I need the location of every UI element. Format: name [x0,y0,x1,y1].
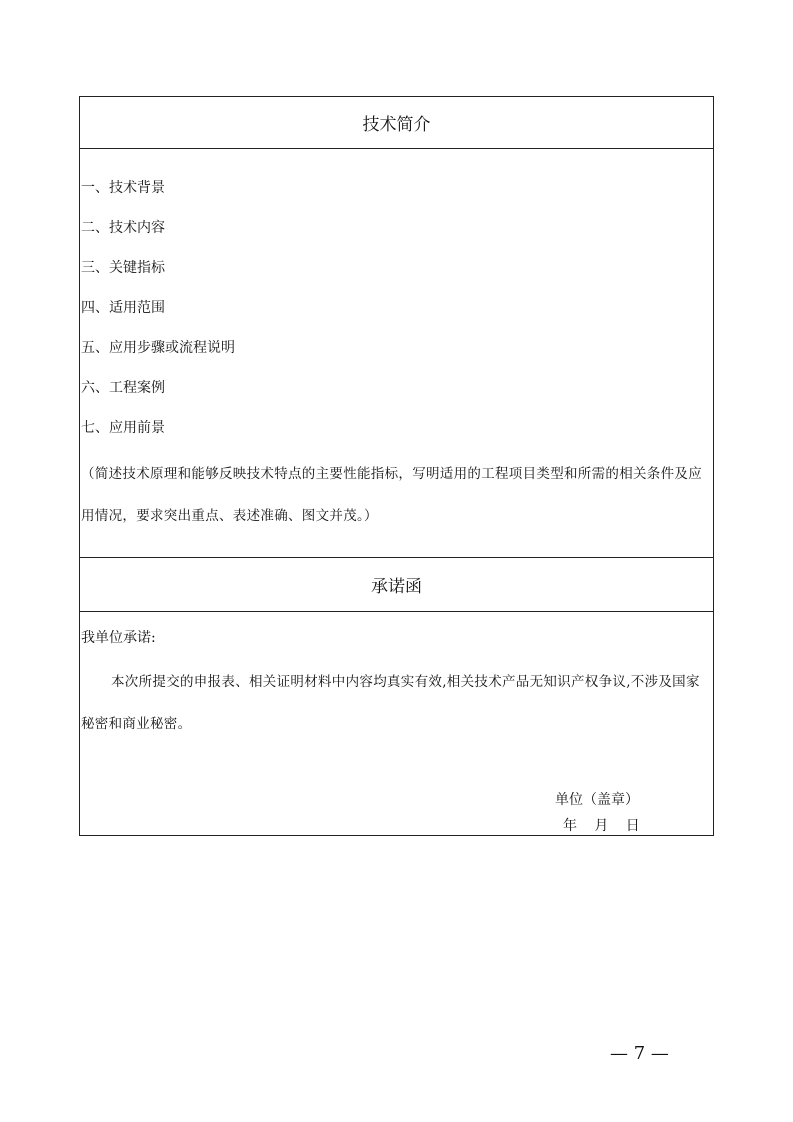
list-item: 五、应用步骤或流程说明 [81,340,235,356]
list-item: 一、技术背景 [81,180,165,196]
promise-title: 承诺函 [371,577,422,597]
signature-unit-label: 单位（盖章） [555,792,639,808]
application-form-table [79,96,714,836]
page-number: — 7 — [610,1043,669,1064]
promise-body-paragraph: 本次所提交的申报表、相关证明材料中内容均真实有效,相关技术产品无知识产权争议,不涉及国家秘密和商业秘密。 [81,674,700,732]
promise-lead: 我单位承诺: [81,630,156,646]
tech-intro-title: 技术简介 [362,115,431,135]
tech-intro-header [80,97,713,149]
list-item: 二、技术内容 [81,220,165,236]
signature-date-label: 年 月 日 [563,818,641,834]
list-item: 六、工程案例 [81,380,165,396]
promise-header [80,557,713,612]
list-item: 三、关键指标 [81,260,165,276]
list-item: 七、应用前景 [81,420,165,436]
list-item: 四、适用范围 [81,300,165,316]
tech-note-paragraph: （简述技术原理和能够反映技术特点的主要性能指标，写明适用的工程项目类型和所需的相关条件及应用情况，要求突出重点、表述准确、图文并茂。） [81,466,702,524]
